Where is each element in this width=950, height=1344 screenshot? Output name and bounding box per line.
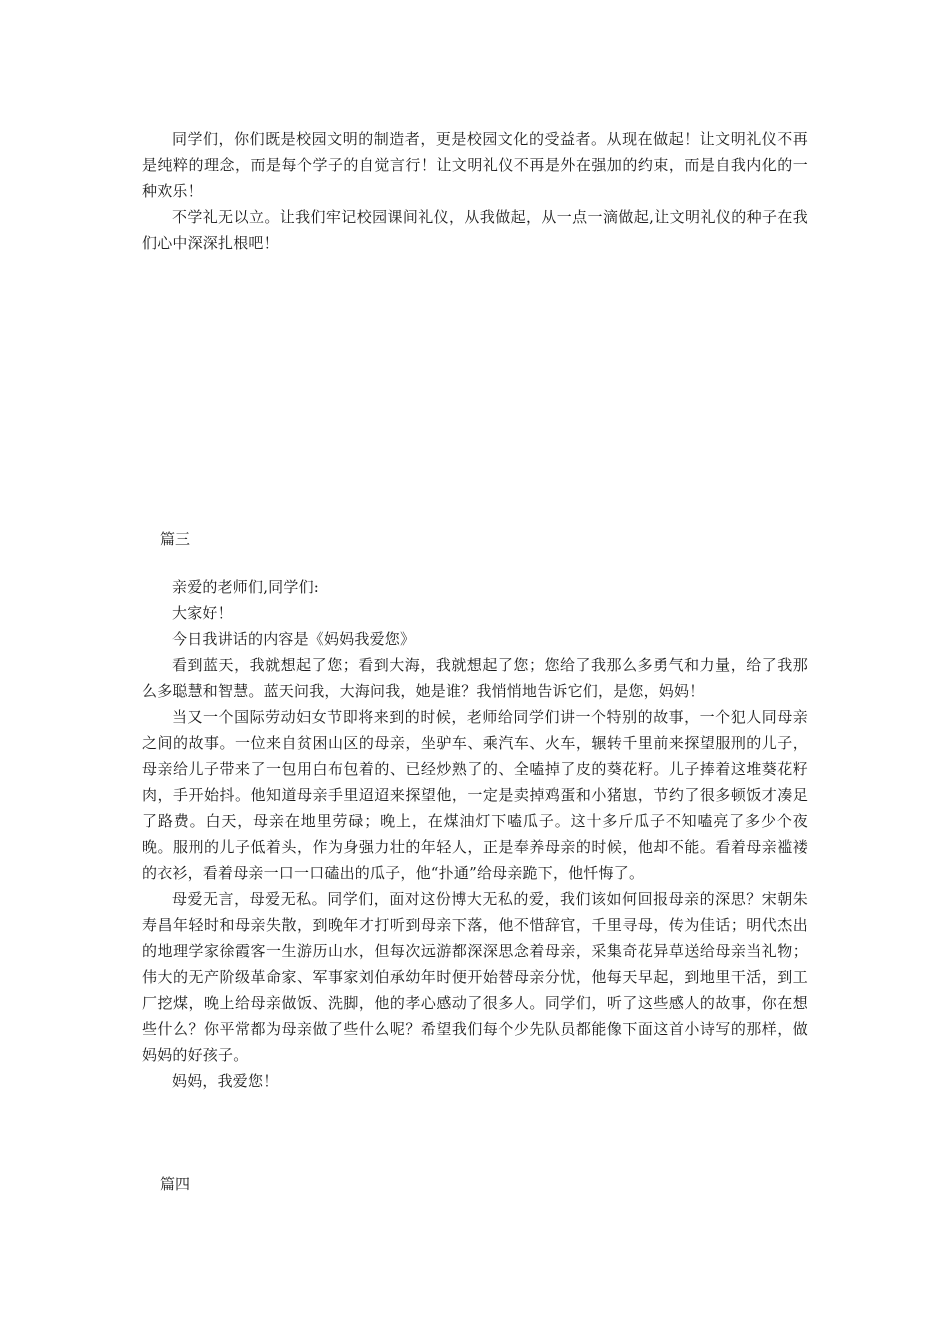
- paragraph: 看到蓝天，我就想起了您；看到大海，我就想起了您；您给了我那么多勇气和力量，给了我那么多聪慧和智慧。蓝天问我，大海问我，她是谁？我悄悄地告诉它们，是您，妈妈！: [142, 656, 808, 700]
- paragraph: 同学们，你们既是校园文明的制造者，更是校园文化的受益者。从现在做起！让文明礼仪不再是纯粹的理念，而是每个学子的自觉言行！让文明礼仪不再是外在强加的约束，而是自我内化的一种欢乐！: [142, 130, 808, 200]
- paragraph: 当又一个国际劳动妇女节即将来到的时候，老师给同学们讲一个特别的故事，一个犯人同母亲之间的故事。一位来自贫困山区的母亲，坐驴车、乘汽车、火车，辗转千里前来探望服刑的儿子，母亲给儿子带来了一包用白布包着的、已经炒熟了的、全嗑掉了皮的葵花籽。儿子捧着这堆葵花籽肉，手开始抖。他知道母亲手里迢迢来探望他，一定是卖掉鸡蛋和小猪崽，节约了很多顿饭才凑足了路费。白天，母亲在地里劳碌；晚上，在煤油灯下嗑瓜子。这十多斤瓜子不知嗑亮了多少个夜晚。服刑的儿子低着头，作为身强力壮的年轻人，正是奉养母亲的时候，他却不能。看着母亲褴褛的衣衫，看着母亲一口一口磕出的瓜子，他“扑通”给母亲跪下，他忏悔了。: [142, 708, 808, 882]
- topic-line: 今日我讲话的内容是《妈妈我爱您》: [172, 630, 416, 648]
- section-three-body: [142, 574, 808, 1094]
- greeting-line: 亲爱的老师们,同学们:: [172, 578, 320, 596]
- section-heading-three: 篇三: [160, 530, 191, 548]
- section-heading-four: 篇四: [160, 1175, 191, 1193]
- paragraph: 不学礼无以立。让我们牢记校园课间礼仪，从我做起，从一点一滴做起,让文明礼仪的种子在我们心中深深扎根吧！: [142, 208, 808, 252]
- intro-section: [142, 126, 808, 256]
- greeting-line: 大家好！: [172, 604, 233, 622]
- paragraph: 母爱无言，母爱无私。同学们，面对这份博大无私的爱，我们该如何回报母亲的深思？宋朝朱寿昌年轻时和母亲失散，到晚年才打听到母亲下落，他不惜辞官，千里寻母，传为佳话；明代杰出的地理学家徐霞客一生游历山水，但每次远游都深深思念着母亲，采集奇花异草送给母亲当礼物；伟大的无产阶级革命家、军事家刘伯承幼年时便开始替母亲分忧，他每天早起，到地里干活，到工厂挖煤，晚上给母亲做饭、洗脚，他的孝心感动了很多人。同学们，听了这些感人的故事，你在想些什么？你平常都为母亲做了些什么呢？希望我们每个少先队员都能像下面这首小诗写的那样，做妈妈的好孩子。: [142, 890, 808, 1064]
- closing-line: 妈妈，我爱您！: [172, 1072, 279, 1090]
